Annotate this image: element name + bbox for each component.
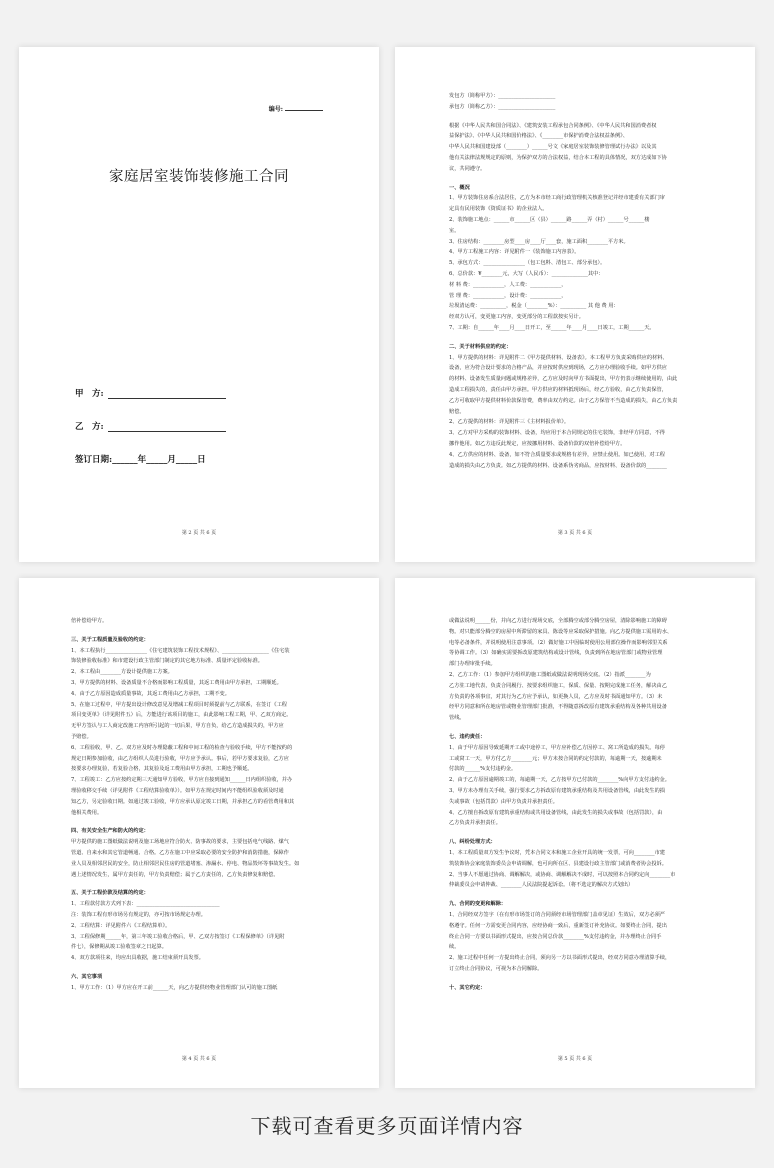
body-line: 1、本工程质量双方发生争议时，凭本合同文本和施工企业开具的统一发票，可向________市建 — [449, 849, 665, 856]
page-footer: 第 3 页 共 6 页 — [557, 530, 593, 536]
body-line: 项目变更单》（详见附件五）后，方能进行该项目的施工，由此影响工程工期，甲、乙双方商定。 — [71, 712, 292, 719]
paragraph-gap — [449, 175, 715, 183]
body-line: 2、本工程由________方设计提供施工方案。 — [71, 669, 173, 676]
section-heading: 四、有关安全生产和防火的约定： — [71, 828, 149, 835]
body-line: 1、工程款付款方式列下表：________________________________ — [71, 901, 220, 908]
body-line: 1、甲方提供的材料：详见附件二《甲方提供材料、设备表》。本工程甲方负责采购供应的材料、 — [449, 354, 668, 361]
body-line: 1、本工程执行________________《住宅建筑装饰工程技术规程》、__________________《住宅装 — [71, 647, 290, 654]
section-heading: 九、合同的变更和解除： — [449, 901, 507, 908]
body-line: 遇上述情况发生，属甲方责任的，甲方负责赔偿；属于乙方责任的，乙方负责修复和赔偿。 — [71, 871, 279, 878]
paragraph-gap — [449, 113, 715, 121]
contract-number-blank — [285, 110, 323, 111]
body-line: 管 理 费：____________，设计费：____________， — [449, 292, 567, 299]
body-line: 3、住房结构：________房型____房____厅____套，施工面积________平方米。 — [449, 238, 629, 245]
body-line: 6、总价款：¥________元，大写（人民币）：______________其中： — [449, 270, 604, 277]
body-line: 件七），保修期从竣工验收签章之日起算。 — [71, 944, 167, 951]
body-line: 2、由于乙方原因逾期竣工的，每逾期一天，乙方按甲方已付款的________%向甲方支付违约金。 — [449, 777, 670, 784]
body-line: 3、甲方未办理有关手续，强行要求乙方拆改原有建筑承重结构及共用设备管线，由此发生的损 — [449, 787, 665, 794]
body-line: 知乙方，另定验收日期。如通过竣工验收，甲方应承认原定竣工日期，并承担乙方的看管费用和其 — [71, 798, 295, 805]
body-line: 按要求办理复验，若复验合格，其复验及返工费用由甲方承担，工期也予顺延。 — [71, 766, 253, 773]
body-line: 2、装饰施工地点：______市______区（县）______路______弄（村）______号______楼 — [449, 216, 650, 223]
body-line: 2、当事人不愿通过协商、调解解决，或协商、调解解决不成时，可以按照本合同约定向________市 — [449, 871, 676, 878]
body-line: 他有关法律法规规定的原则，为保护双方的合法权益，结合本工程的具体情况，双方达成如下协 — [449, 154, 667, 161]
body-line: 或做法说明______份，并向乙方进行现场交底，全部腾空或部分腾空房屋，清除影响施工的障碍 — [449, 618, 667, 624]
paragraph-gap — [449, 724, 715, 732]
section-heading: 六、其它事项 — [71, 973, 103, 980]
body-line: 2、工程结算：详见附件六《工程结算单》。 — [71, 922, 171, 929]
paragraph-gap — [449, 891, 715, 899]
body-line: 中华人民共和国建设部（________）______号文《家庭居室装饰装修管理试行办法》以及其 — [449, 144, 657, 151]
party-a-blank — [108, 398, 226, 399]
page-body — [449, 616, 715, 994]
section-heading: 七、违约责任： — [449, 733, 486, 740]
section-heading: 二、关于材料供应的约定： — [449, 343, 512, 350]
body-line: 2、施工过程中任何一方提出终止合同，须向另一方以书面形式提出，经双方同意办理清算手续， — [449, 955, 671, 962]
body-line: 2、乙方提供的材料：详见附件三《主材料报价单》。 — [449, 419, 570, 426]
body-line: 1、由于甲方原因导致延期开工或中途停工，甲方应补偿乙方因停工、窝工所造成的损失。每停 — [449, 744, 665, 751]
body-line: 2、乙方工作：（1）参加甲方组织的施工图纸或做法说明现场交底。（2）指派________为 — [449, 671, 651, 678]
party-a-label: 甲 方: — [75, 389, 104, 399]
body-line: 6、工程验收，甲、乙、双方应及时办理隐蔽工程和中间工程的检查与验收手续，甲方不能按约的 — [71, 744, 293, 751]
body-line: 1、甲方装饰住房系合法居住，乙方为本市经工商行政管理机关核准登记并经市建委有关部门审 — [449, 195, 665, 202]
body-line: 理验收移交手续（详见附件《工程结算验收单》）。如甲方在规定时间内不能组织验收须及时通 — [71, 787, 284, 794]
body-line: 付款的______%支付违约金。 — [449, 766, 517, 773]
body-line: 定具有民用装饰《资质证书》的企业法人。 — [449, 206, 548, 213]
body-line: 业人员及相邻居民的安全，防止相邻居民住房的管道堵塞、渗漏水、停电、物品毁坏等事故发生。如 — [71, 860, 300, 867]
contract-number-label: 编号: — [268, 106, 283, 113]
body-line: 益保护法》、《中华人民共和国价格法》、《________市保护消费合法权益条例》、 — [449, 133, 628, 140]
body-line: 电等必备条件，并说明使用注意事项。（2）做好施工中因临时使用公用部位操作而影响邻里关系 — [449, 639, 668, 646]
body-line: 室。 — [449, 227, 460, 234]
page-footer: 第 5 页 共 6 页 — [557, 1056, 593, 1062]
body-line: 4、双方款项往来，均应出具收据，施工结束须开具发票。 — [71, 955, 204, 962]
body-line: 7、工程竣工：乙方应按约定期三天通知甲方验收，甲方应自接到通知______日内组织验收，并办 — [71, 777, 293, 784]
body-line: 饰装修验收标准》和市建设行政主管部门制定的其它地方标准、质量评定验收标准。 — [71, 658, 263, 665]
body-line: 订立终止合同协议，可视为本合同解除。 — [449, 965, 543, 972]
body-line: 部门办理审批手续。 — [449, 661, 496, 668]
download-caption: 下载可查看更多页面详情内容 — [250, 1114, 524, 1138]
body-line: 方负责的各项事宜，对其行为乙方应予承认，如更换人员，乙方应及时书面通知甲方。（3）未 — [449, 693, 663, 700]
body-line: 材 料 费：____________，人工费：____________， — [449, 281, 567, 288]
body-line: 乙方可收取甲方提供材料价款保管费，费率由双方约定。由于乙方保管不当造成的损失，由乙方负责 — [449, 397, 678, 404]
body-line: 筑装饰协会家庭装饰委员会申请调解，也可向所在区、县建设行政主管部门或消费者协会投诉。 — [449, 860, 667, 867]
body-line: 注：装饰工程有形市场另有规定的，亦可按市场规定办理。 — [71, 911, 206, 918]
body-line: 4、乙方擅自拆改原有建筑承重结构或共用设备管线，由此发生的损失或事故（包括罚款），由 — [449, 809, 663, 816]
paragraph-gap — [71, 627, 339, 635]
body-line: 4、甲方工程施工内容：详见附件一《装饰施工内容表》。 — [449, 249, 580, 256]
body-line: 造成的损失由乙方负责。如乙方提供的材料、设备系伪劣商品，应按材料、设备价款的________ — [449, 462, 667, 469]
body-line: 的材料、设备发生质量问题或规格差异，乙方应及时向甲方书面提出，甲方仍表示继续使用的，由此 — [449, 376, 678, 383]
contract-title: 家庭居室装饰装修施工合同 — [109, 169, 289, 185]
body-line: 3、工程保修期______年，第三年竣工验收合格后，甲、乙双方按签订《工程保修单》（详见附 — [71, 933, 285, 940]
document-page-4 — [19, 578, 379, 1088]
body-line: 3、乙方对甲方采购的装饰材料、设备，均应用于本合同规定的住宅装饰，非经甲方同意，不得 — [449, 430, 665, 437]
sign-date-field: 签订日期:______年_____月_____日 — [75, 455, 206, 465]
body-line: 失或事故（包括罚款）由甲方负责并承担责任。 — [449, 798, 558, 805]
body-line: 议，共同遵守。 — [449, 165, 486, 172]
section-heading: 五、关于工程价款及结算的约定： — [71, 890, 149, 897]
page-body — [71, 616, 339, 994]
party-b-field — [75, 420, 226, 432]
body-line: 乙方驻工地代表，负责合同履行、按要求组织施工，保质、保量、按期完成施工任务，解决由乙 — [449, 682, 667, 689]
body-line: 5、承包方式：________________（包工包料、清包工、部分承包）。 — [449, 260, 606, 267]
body-line: 赔偿。 — [449, 408, 465, 415]
body-line: 管道、自来水和其它管道畅通、合格。乙方在施工中应采取必要的安全防护和消防措施，保障作 — [71, 849, 289, 856]
body-line: 管线。 — [449, 715, 465, 722]
body-line: 设备，应为符合设计要求的合格产品，并应按时供应到现场，乙方应办理验收手续。如甲方供应 — [449, 365, 667, 372]
body-line: 垃圾清运费：__________，税金（________%）：__________ 其 他 费 用： — [449, 303, 619, 310]
body-line: 经双方认可，变更施工内容，变更部分的工程款按实另计。 — [449, 314, 584, 321]
page-footer: 第 2 页 共 6 页 — [181, 530, 217, 536]
paragraph-gap — [71, 964, 339, 972]
body-line: 4、由于乙方原因造成质量事故，其返工费用由乙方承担，工期不变。 — [71, 690, 230, 697]
body-line: 发包方（简称甲方）：______________________ — [449, 93, 556, 99]
body-line: 规定日期参加验收，由乙方组织人员进行验收，甲方应予承认。事后，若甲方要求复验，乙方应 — [71, 755, 289, 762]
body-line: 5、在施工过程中，甲方提出设计修改意见及增减工程项目时须提前与乙方联系，在签订《工程 — [71, 701, 287, 708]
section-heading: 三、关于工程质量及验收的约定： — [71, 636, 149, 643]
body-line: 3、甲方提供的材料、设备质量不合格而影响工程质量，其返工费用由甲方承担，工期顺延。 — [71, 679, 282, 686]
paragraph-gap — [71, 880, 339, 888]
body-line: 无甲方签认与工人商定改施工内容所引起的一切后果，甲方自负，给乙方造成损失的，甲方应 — [71, 723, 284, 730]
body-line: 格遵守。任何一方需变更合同内容，应经协商一致后，重新签订补充协议。如要终止合同，提出 — [449, 922, 667, 929]
body-line: 予赔偿。 — [71, 733, 92, 740]
paragraph-gap — [449, 334, 715, 342]
party-b-blank — [108, 431, 226, 432]
body-line: 倍补偿给甲方。 — [71, 618, 108, 624]
body-line: 续。 — [449, 944, 460, 951]
body-line: 1、合同经双方签字（在有形市场签订的合同须经市场管理部门盖章见证）生效后，双方必须严 — [449, 911, 665, 918]
page-body — [449, 91, 715, 471]
body-line: 物。对只能部分腾空的房屋中所滞留的家具、陈设等应采取保护措施。向乙方提供施工需用的水、 — [449, 628, 673, 635]
body-line: 承包方（简称乙方）：______________________ — [449, 103, 556, 110]
document-page-5 — [395, 578, 755, 1088]
paragraph-gap — [449, 975, 715, 983]
body-line: 终止合同一方要以书面形式提出，应按合同总价款________%支付违约金，并办理终止合同手 — [449, 933, 662, 940]
body-line: 经甲方同意和所在地房管或物业管理部门批准，不得随意拆改原有建筑承重结构及各种共用设备 — [449, 704, 667, 711]
section-heading: 八、纠纷处理方式： — [449, 839, 496, 846]
body-line: 乙方负责并承担责任。 — [449, 820, 501, 827]
body-line: 仲裁委员会申请仲裁、________人民法院提起诉讼。（将不选定的解决方式划出） — [449, 882, 634, 889]
body-line: 工或窝工一天，甲方付乙方________元；甲方未按合同的约定付款的，每逾期一天，按逾期未 — [449, 755, 662, 762]
section-heading: 十、其它约定： — [449, 984, 486, 991]
cover-page — [19, 47, 379, 562]
document-page-3 — [395, 47, 755, 562]
page-footer: 第 4 页 共 6 页 — [181, 1056, 217, 1062]
body-line: 挪作他用。如乙方违反此规定，应按挪用材料、设备价款的双倍补偿给甲方。 — [449, 440, 626, 447]
body-line: 等协调工作。（3）如确实需要拆改原建筑结构或设计管线，负责到所在地房管部门或物业管理 — [449, 650, 663, 657]
body-line: 甲方提供的施工图纸做法说明及施工场地应符合防火、防事故的要求，主要包括电气线路、煤气 — [71, 839, 289, 846]
body-line: 根据《中华人民共和国合同法》、《建筑安装工程承包合同条例》、《中华人民共和国消费者权 — [449, 122, 657, 129]
body-line: 1、甲方工作：（1）甲方应在开工前______天，向乙方提供经物业管理部门认可的施工图纸 — [71, 984, 278, 991]
party-b-label: 乙 方: — [75, 422, 104, 432]
body-line: 他相关费用。 — [71, 809, 103, 816]
section-heading: 一、概况 — [449, 184, 470, 191]
paragraph-gap — [71, 818, 339, 826]
paragraph-gap — [449, 829, 715, 837]
contract-number — [269, 104, 323, 113]
body-line: 造成工程损失的，责任由甲方承担。甲方供应的材料抵现场后，经乙方验收，由乙方负责保管， — [449, 386, 667, 393]
party-a-field — [75, 387, 226, 399]
body-line: 4、乙方供应的材料、设备，如不符合质量要求或规格有差异，应禁止使用。如已使用，对工程 — [449, 451, 665, 458]
body-line: 7、工期：自______年____月____日开工，至______年____月____日竣工，工期______天。 — [449, 324, 655, 331]
